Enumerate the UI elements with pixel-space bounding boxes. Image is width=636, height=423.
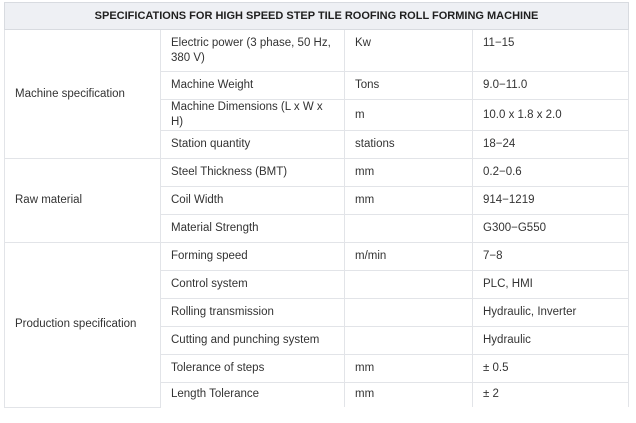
spec-unit: mm [345,355,473,383]
group-label-raw-material: Raw material [5,159,161,243]
group-label-production: Production specification [5,243,161,408]
spec-unit: mm [345,383,473,408]
spec-value: ± 0.5 [473,355,629,383]
spec-unit [345,299,473,327]
spec-item: Station quantity [161,131,345,159]
spec-item: Length Tolerance [161,383,345,408]
spec-item: Coil Width [161,187,345,215]
spec-value: 914−1219 [473,187,629,215]
spec-value: 10.0 x 1.8 x 2.0 [473,100,629,131]
table-row [5,243,629,271]
table-row [5,30,629,72]
spec-item: Forming speed [161,243,345,271]
spec-value: 7−8 [473,243,629,271]
spec-unit: mm [345,159,473,187]
spec-item: Machine Weight [161,72,345,100]
spec-value: 11−15 [473,30,629,72]
spec-unit: Tons [345,72,473,100]
spec-unit: Kw [345,30,473,72]
spec-unit: m/min [345,243,473,271]
spec-value: Hydraulic, Inverter [473,299,629,327]
table-title: SPECIFICATIONS FOR HIGH SPEED STEP TILE ROOFING ROLL FORMING MACHINE [5,3,629,30]
spec-item: Machine Dimensions (L x W x H) [161,100,345,131]
spec-unit [345,271,473,299]
spec-value: 9.0−11.0 [473,72,629,100]
spec-value: G300−G550 [473,215,629,243]
spec-value: 18−24 [473,131,629,159]
spec-item: Electric power (3 phase, 50 Hz, 380 V) [161,30,345,72]
spec-table [4,2,629,408]
spec-value: 0.2−0.6 [473,159,629,187]
spec-unit [345,215,473,243]
spec-unit: m [345,100,473,131]
spec-value: PLC, HMI [473,271,629,299]
spec-item: Tolerance of steps [161,355,345,383]
spec-unit [345,327,473,355]
table-row [5,159,629,187]
group-label-machine: Machine specification [5,30,161,159]
spec-item: Steel Thickness (BMT) [161,159,345,187]
spec-item: Rolling transmission [161,299,345,327]
spec-unit: mm [345,187,473,215]
spec-value: Hydraulic [473,327,629,355]
spec-unit: stations [345,131,473,159]
spec-value: ± 2 [473,383,629,408]
spec-item: Cutting and punching system [161,327,345,355]
spec-item: Material Strength [161,215,345,243]
spec-item: Control system [161,271,345,299]
